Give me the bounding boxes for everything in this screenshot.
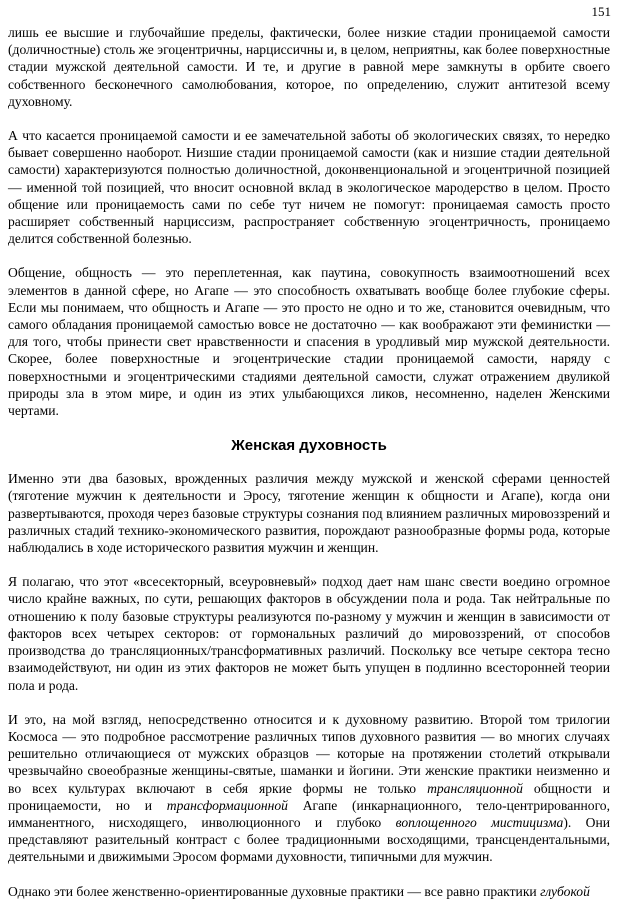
paragraph [8,470,610,556]
paragraph [8,264,610,419]
text-segment: Именно эти два базовых, врожденных различия между мужской и женской сферами ценностей (тяготение мужчин к деятельности и Эросу, тяготение женщин к общности и Агапе), когда они развертываются, проходя через базовые структуры сознания под влиянием различных мировоззрений и различных стадий технико-экономического развития, порождают разнообразные формы рода, которые наблюдались в ходе исторического развития мужчин и женщин. [8,471,610,556]
section-heading: Женская духовность [231,437,387,455]
text-segment: общности и проницаемости, но и [8,780,610,813]
italic-text: трансляционной [427,780,523,796]
paragraph [8,24,610,110]
text-segment: Агапе (инкарнационного, тело-центрированного, имманентного, нисходящего, инволюционного и глубоко [8,797,611,830]
text-segment: лишь ее высшие и глубочайшие пределы, фактически, более низкие стадии проницаемой самости (доличностные) столь же эгоцентричны, нарциссичны и, в целом, неприятны, как более поверхностные стадии мужской деятельной самости. И те, и другие в равной мере замкнуты в орбите своего собственного бесконечного самолюбования, которое, по определению, служит антитезой всему духовному. [8,25,610,109]
page-number: 151 [591,4,611,19]
paragraphs-before-heading [8,24,610,419]
italic-text: глубокой [540,883,590,899]
text-segment: А что касается проницаемой самости и ее замечательной заботы об экологических связях, то нередко бывает совершенно наоборот. Низшие стадии проницаемой самости (как и низшие стадии деятельной самости) характеризуются полностью доличностной, доконвенциональной и эгоцентричной позицией — именной той позицией, что вносит основной вклад в экологическое мародерство в целом. Просто общение или проницаемость сами по себе тут ничем не помогут: проницаемая самость просто расширяет собственный нарциссизм, распространяет собственную эгоцентричность, проницаемо делится собственной болезнью. [8,128,610,247]
paragraph [8,573,610,693]
text-segment: Я полагаю, что этот «всесекторный, всеуровневый» подход дает нам шанс свести воедино огромное число крайне важных, по сути, решающих факторов в обсуждении пола и рода. Так нейтральные по отношению к полу базовые структуры реализуются по-разному у мужчин и женщин в зависимости от факторов всех четырех секторов: от гормональных различий до мировоззрений, от способов производства до трансляционных/трансформативных различий. Поскольку все четыре сектора тесно взаимодействуют, ни один из этих факторов не может быть упущен в подлинно всесторонней теории пола и рода. [8,574,610,693]
paragraph [8,127,610,247]
text-segment: И это, на мой взгляд, непосредственно относится и к духовному развитию. Второй том трилогии Космоса — это подробное рассмотрение различных типов духовного развития — во многих случаях решительно отличающиеся от мужских образцов — которые на протяжении столетий открывали чрезвычайно своеобразные женщины-святые, шаманки и йогини. Эти женские практики неизменно и во всех культурах включают в себя яркие формы не только [8,711,610,796]
italic-text: трансформационной [166,797,288,813]
italic-text: воплощенного мистицизма [395,814,564,830]
paragraph [8,711,610,866]
paragraph [8,883,610,900]
paragraphs-after-heading [8,470,610,899]
text-segment: Однако эти более женственно-ориентированные духовные практики — все равно практики [8,883,541,899]
text-segment: ). Они представляют разительный контраст с более традиционными восходящими, трансцендентальными, деятельными и движимыми Эросом формами духовности, типичными для мужчин. [8,814,610,865]
document-body [8,24,610,900]
text-segment: Общение, общность — это переплетенная, как паутина, совокупность взаимоотношений всех элементов в данной сфере, но Агапе — это способность охватывать вообще более глубокие сферы. Если мы понимаем, что общность и Агапе — это просто не одно и то же, становится очевидным, что самого обладания проницаемой самостью вовсе не достаточно — как воображают эти феминистки — для того, чтобы принести свет нравственности и спасения в уродливый мир мужской деятельности. Скорее, более поверхностные и эгоцентрические стадии проницаемой самости, наряду с поверхностными и эгоцентрическими стадиями деятельной самости, служат отражением двуликой природы зла в этом мире, и один из этих улыбающихся ликов, несомненно, наделен Женскими чертами. [8,265,610,419]
